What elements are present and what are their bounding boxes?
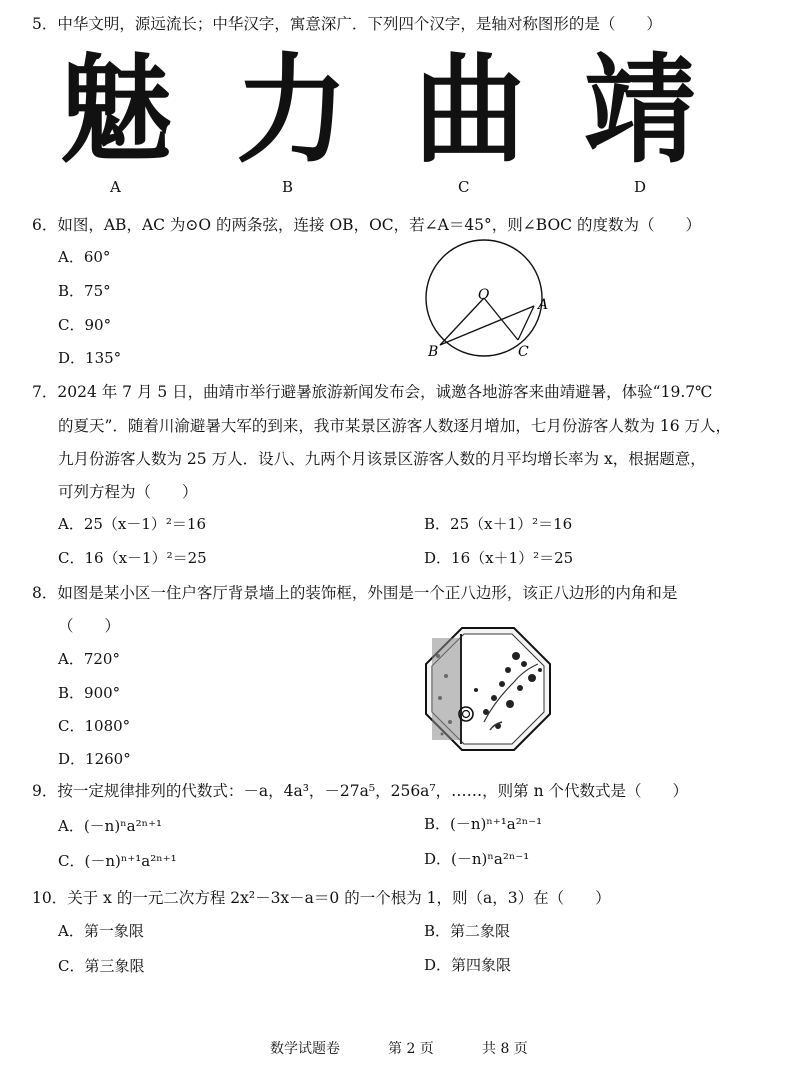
q9-option-b: B．(－n)ⁿ⁺¹a²ⁿ⁻¹ [424, 815, 543, 833]
q10-option-c: C．第三象限 [58, 957, 145, 975]
q10-option-a: A．第一象限 [58, 922, 144, 940]
q7-option-c: C．16（x－1）²＝25 [58, 549, 207, 567]
char-d: 靖 [584, 42, 696, 180]
label-b: B [282, 178, 294, 196]
footer-title: 数学试题卷 [270, 1041, 340, 1057]
q7-line-1: 7．2024 年 7 月 5 日，曲靖市举行避暑旅游新闻发布会，诚邀各地游客来曲靖避暑，体验“19.7℃ [32, 383, 713, 401]
label-c: C [458, 178, 470, 196]
q8-option-d: D．1260° [58, 750, 131, 768]
segment-ob [440, 298, 484, 345]
label-b-point: B [428, 344, 439, 360]
q6-option-a: A．60° [58, 248, 111, 266]
q7-line-2: 的夏天”．随着川渝避暑大军的到来，我市某景区游客人数逐月增加，七月份游客人数为 16 万人， [58, 417, 732, 435]
char-b: 力 [236, 42, 348, 180]
q6-option-b: B．75° [58, 282, 111, 300]
q7-option-a: A．25（x－1）²＝16 [58, 515, 207, 533]
q8-stem: 8．如图是某小区一住户客厅背景墙上的装饰框，外围是一个正八边形，该正八边形的内角和是 [32, 584, 678, 602]
label-c-point: C [518, 344, 529, 360]
q5-characters [58, 42, 718, 180]
q7-option-d: D．16（x＋1）²＝25 [424, 549, 574, 567]
q9-option-a: A．(－n)ⁿa²ⁿ⁺¹ [58, 817, 163, 835]
char-c: 曲 [414, 42, 526, 180]
q7-line-3: 九月份游客人数为 25 万人．设八、九两个月该景区游客人数的月平均增长率为 x，根据题意， [58, 450, 706, 468]
label-a-point: A [538, 297, 549, 313]
q9-option-c: C．(－n)ⁿ⁺¹a²ⁿ⁺¹ [58, 852, 177, 870]
q7-line-4: 可列方程为（ ） [58, 483, 198, 501]
q6-circle-figure [420, 232, 560, 362]
q5-stem: 5．中华文明，源远流长；中华汉字，寓意深广．下列四个汉字，是轴对称图形的是（ ） [32, 15, 662, 33]
label-o: O [478, 287, 490, 303]
footer-total: 共 8 页 [482, 1041, 528, 1057]
q10-option-b: B．第二象限 [424, 922, 511, 940]
char-a: 魅 [60, 42, 172, 180]
q8-octagon-frame-figure [424, 626, 552, 752]
q6-option-c: C．90° [58, 316, 112, 334]
q9-option-d: D．(－n)ⁿa²ⁿ⁻¹ [424, 850, 530, 868]
q7-option-b: B．25（x＋1）²＝16 [424, 515, 573, 533]
label-a: A [110, 178, 121, 196]
q8-option-a: A．720° [58, 650, 120, 668]
q8-stem-paren: （ ） [58, 617, 121, 635]
q10-option-d: D．第四象限 [424, 956, 512, 974]
label-d: D [634, 178, 647, 196]
q6-stem: 6．如图，AB，AC 为⊙O 的两条弦，连接 OB，OC，若∠A＝45°，则∠BOC 的度数为（ ） [32, 216, 701, 234]
q8-option-b: B．900° [58, 684, 121, 702]
q8-option-c: C．1080° [58, 717, 131, 735]
q6-option-d: D．135° [58, 349, 122, 367]
footer-page: 第 2 页 [388, 1041, 434, 1057]
chord-ab [440, 306, 534, 345]
q9-stem: 9．按一定规律排列的代数式：－a，4a³，－27a⁵，256a⁷，……，则第 n 个代数式是（ ） [32, 782, 688, 800]
q10-stem: 10．关于 x 的一元二次方程 2x²－3x－a＝0 的一个根为 1，则（a，3）在（ ） [32, 889, 611, 907]
